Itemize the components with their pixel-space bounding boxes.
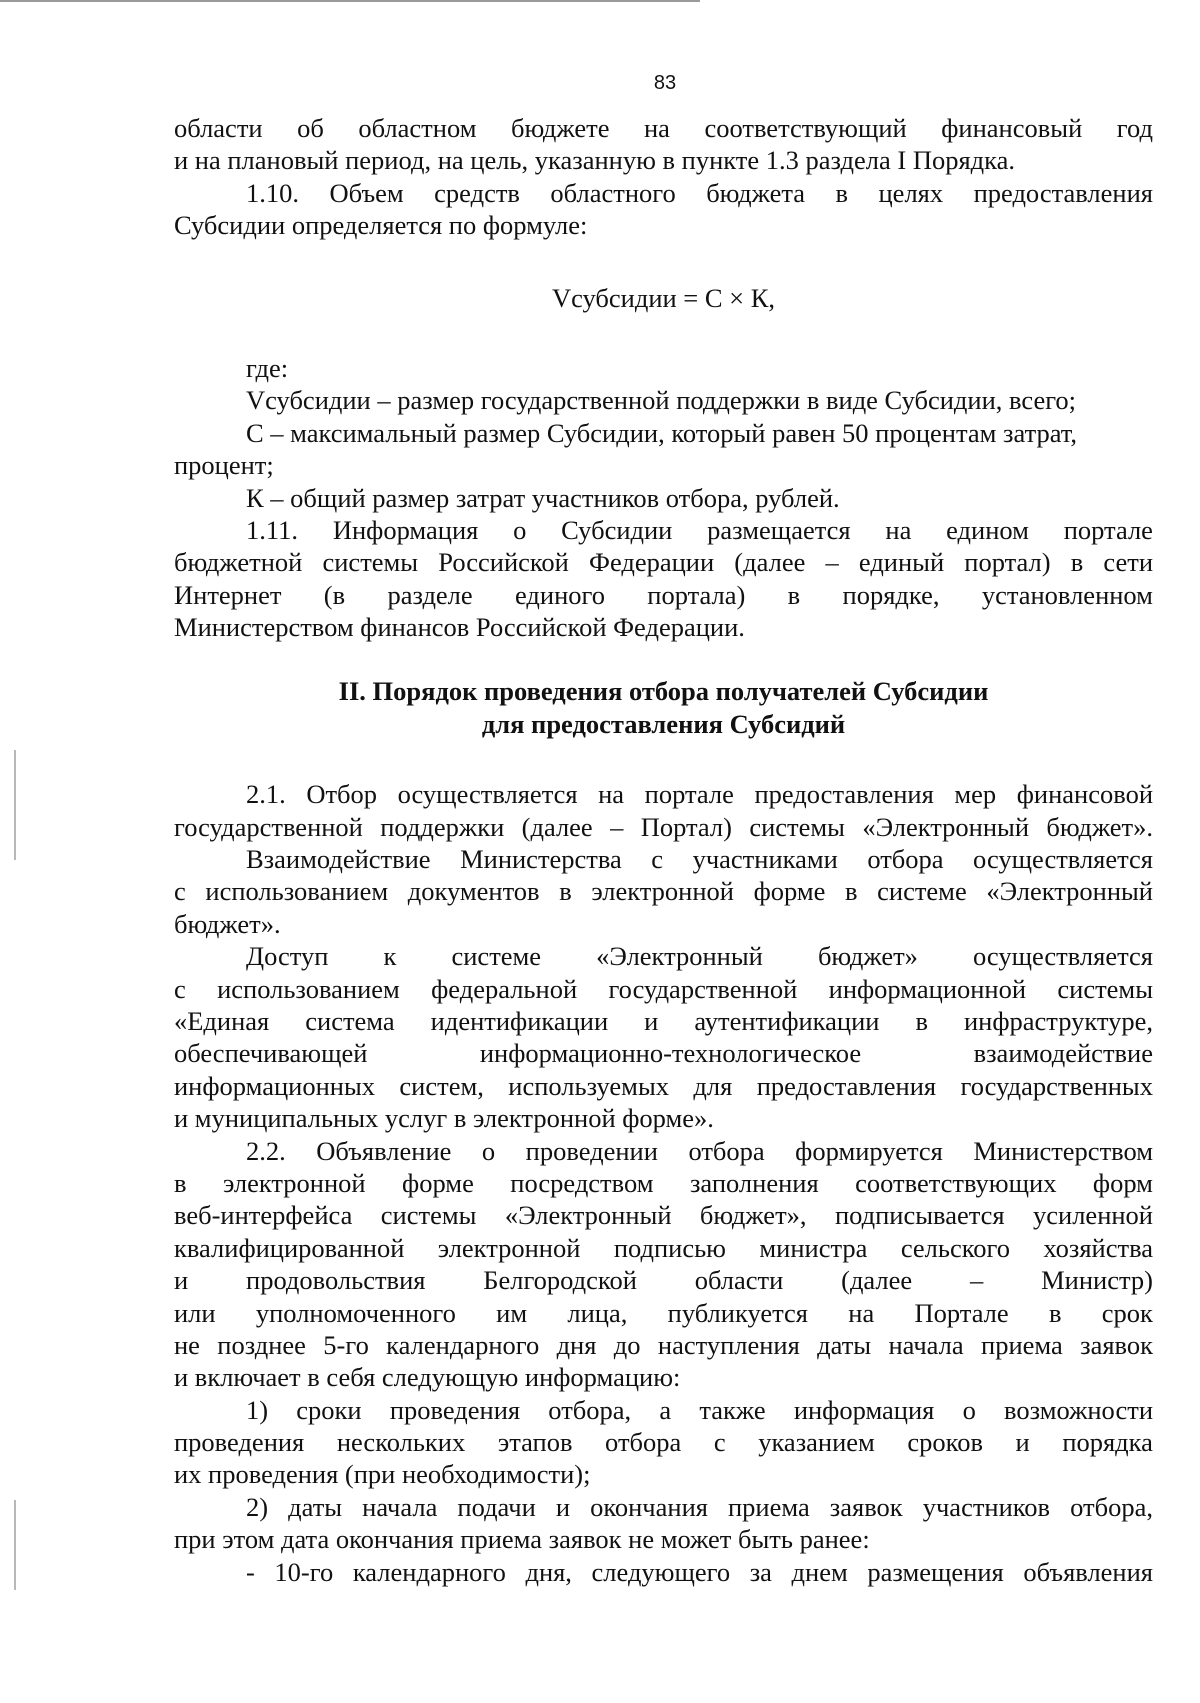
paragraph-interaction-line-2: с использованием документов в электронной форме в системе «Электронный [174,876,1153,907]
paragraph-access-line-3: «Единая система идентификации и аутентификации в инфраструктуре, [174,1006,1153,1037]
word: бюджета [706,177,806,208]
definition-k: К – общий размер затрат участников отбора, рублей. [246,482,840,513]
word: единого [515,579,605,610]
paragraph-access-line-1 [174,940,1153,972]
paragraph-1-11-line-1 [174,514,1153,546]
word: обеспечивающей [174,1038,368,1069]
subsidy-formula: Vсубсидии = С × К, [551,282,776,313]
word: порядке, [842,579,940,610]
word: портале [1063,514,1153,545]
word: размещается [707,514,851,545]
word: им [496,1297,528,1328]
paragraph-2-1-line-1: 2.1. Отбор осуществляется на портале предоставления мер финансовой [246,779,1153,810]
word: системе [451,941,542,972]
item-1-line-3: их проведения (при необходимости); [174,1459,591,1490]
word: с [713,1427,726,1458]
word: 1.11. [246,514,299,545]
word: (далее [841,1265,913,1296]
word: Объем [329,177,404,208]
word: электронной [222,1167,366,1198]
word: соответствующих [855,1167,1057,1198]
word: целях [878,177,944,208]
word: бюджете [510,113,610,143]
word: об [297,113,324,143]
word: лица, [567,1297,628,1328]
word: взаимодействие [973,1038,1153,1069]
word: едином [946,514,1029,545]
item-2-line-2: при этом дата окончания приема заявок не может быть ранее: [174,1524,870,1555]
word: и [1015,1427,1030,1458]
word: Белгородской [483,1265,637,1296]
word: срок [1101,1297,1153,1328]
word: отбора [605,1427,682,1458]
word: разделе [387,579,473,610]
word: средств [434,177,520,208]
word: – [970,1265,984,1296]
paragraph-access-line-2: с использованием федеральной государственной информационной системы [174,973,1153,1004]
word: на [643,113,670,143]
paragraph-2-2-line-5 [174,1264,1153,1296]
scan-edge-left-upper [14,750,16,860]
word: портала) [647,579,746,610]
word: предоставления [973,177,1153,208]
word: к [383,941,397,972]
word: на [885,514,912,545]
word: и [174,1265,189,1296]
word: публикуется [667,1297,808,1328]
word: нескольких [336,1427,466,1458]
paragraph-2-2-line-8: и включает в себя следующую информацию: [174,1362,681,1393]
word: форм [1092,1167,1153,1198]
word: Портале [914,1297,1009,1328]
document-body [174,112,1153,1588]
paragraph-1-11-line-4: Министерством финансов Российской Федерации. [174,612,745,643]
definition-c-line-2: процент; [174,450,274,481]
word: посредством [510,1167,654,1198]
paragraph-1-11-line-3 [174,579,1153,611]
paragraph-1-10-line-1 [174,177,1153,209]
word: о [513,514,527,545]
paragraph-1-line-2: и на плановый период, на цель, указанную в пункте 1.3 раздела I Порядка. [174,145,1015,176]
paragraph-1-11-line-2: бюджетной системы Российской Федерации (далее – единый портал) в сети [174,547,1153,578]
word: области [174,113,263,143]
formula-where: где: [246,352,289,383]
definition-v: Vсубсидии – размер государственной поддержки в виде Субсидии, всего; [246,385,1077,416]
paragraph-interaction-line-1: Взаимодействие Министерства с участниками отбора осуществляется [246,844,1153,875]
section-2-heading [174,675,1153,740]
paragraph-2-2-line-4: квалифицированной электронной подписью министра сельского хозяйства [174,1232,1153,1263]
word: в [1048,1297,1062,1328]
word: Министр) [1041,1265,1153,1296]
word: Интернет [174,579,282,610]
page-number: 83 [653,72,677,94]
word: бюджет» [817,941,918,972]
paragraph-2-2-line-2 [174,1167,1153,1199]
word: «Электронный [596,941,763,972]
paragraph-2-2-line-3: веб-интерфейса системы «Электронный бюджет», подписывается усиленной [174,1200,1153,1231]
item-1-line-1: 1) сроки проведения отбора, а также информация о возможности [246,1394,1153,1425]
paragraph-access-line-5: информационных систем, используемых для предоставления государственных [174,1070,1153,1101]
word: установленном [981,579,1153,610]
paragraph-2-2-line-6 [174,1297,1153,1329]
paragraph-2-1-line-2: государственной поддержки (далее – Портал) системы «Электронный бюджет». [174,811,1153,842]
word: областном [358,113,477,143]
word: этапов [497,1427,573,1458]
word: Субсидии [561,514,673,545]
word: сроков [907,1427,983,1458]
word: Информация [332,514,479,545]
word: (в [323,579,346,610]
word: указанием [758,1427,875,1458]
word: осуществляется [973,941,1153,972]
word: области [694,1265,784,1296]
word: проведения [174,1427,305,1458]
subitem-10th-day-line-1: - 10-го календарного дня, следующего за днем размещения объявления [246,1556,1153,1587]
definition-c-line-1: С – максимальный размер Субсидии, который равен 50 процентам затрат, [246,417,1078,448]
word: заполнения [689,1167,819,1198]
word: Доступ [246,941,329,972]
word: форме [402,1167,474,1198]
word: уполномоченного [255,1297,456,1328]
word: или [174,1297,216,1328]
scan-edge-left-lower [14,1500,16,1590]
paragraph-access-line-4 [174,1037,1153,1069]
scan-edge-top [0,0,700,2]
word: информационно-технологическое [479,1038,862,1069]
word: в [787,579,801,610]
paragraph-2-2-line-1: 2.2. Объявление о проведении отбора формируется Министерством [246,1135,1153,1166]
section-2-title-line-2: для предоставления Субсидий [481,708,846,739]
word: порядка [1062,1427,1153,1458]
word: областного [550,177,676,208]
paragraph-access-line-6: и муниципальных услуг в электронной форме». [174,1103,714,1134]
word: соответствующий [704,113,907,143]
item-2-line-1: 2) даты начала подачи и окончания приема заявок участников отбора, [246,1491,1153,1522]
word: на [848,1297,875,1328]
word: 1.10. [246,177,299,208]
paragraph-1-10-line-2: Субсидии определяется по формуле: [174,210,588,241]
word: в [174,1167,187,1198]
section-2-title-line-1: II. Порядок проведения отбора получателей Субсидии [338,676,989,707]
word: в [835,177,849,208]
word: продовольствия [246,1265,426,1296]
word: финансовый [941,113,1083,143]
item-1-line-2 [174,1426,1153,1458]
paragraph-interaction-line-3: бюджет». [174,908,281,939]
paragraph-2-2-line-7: не позднее 5-го календарного дня до наступления даты начала приема заявок [174,1329,1153,1360]
paragraph-1-line-1 [174,112,1153,144]
word: год [1116,113,1153,143]
